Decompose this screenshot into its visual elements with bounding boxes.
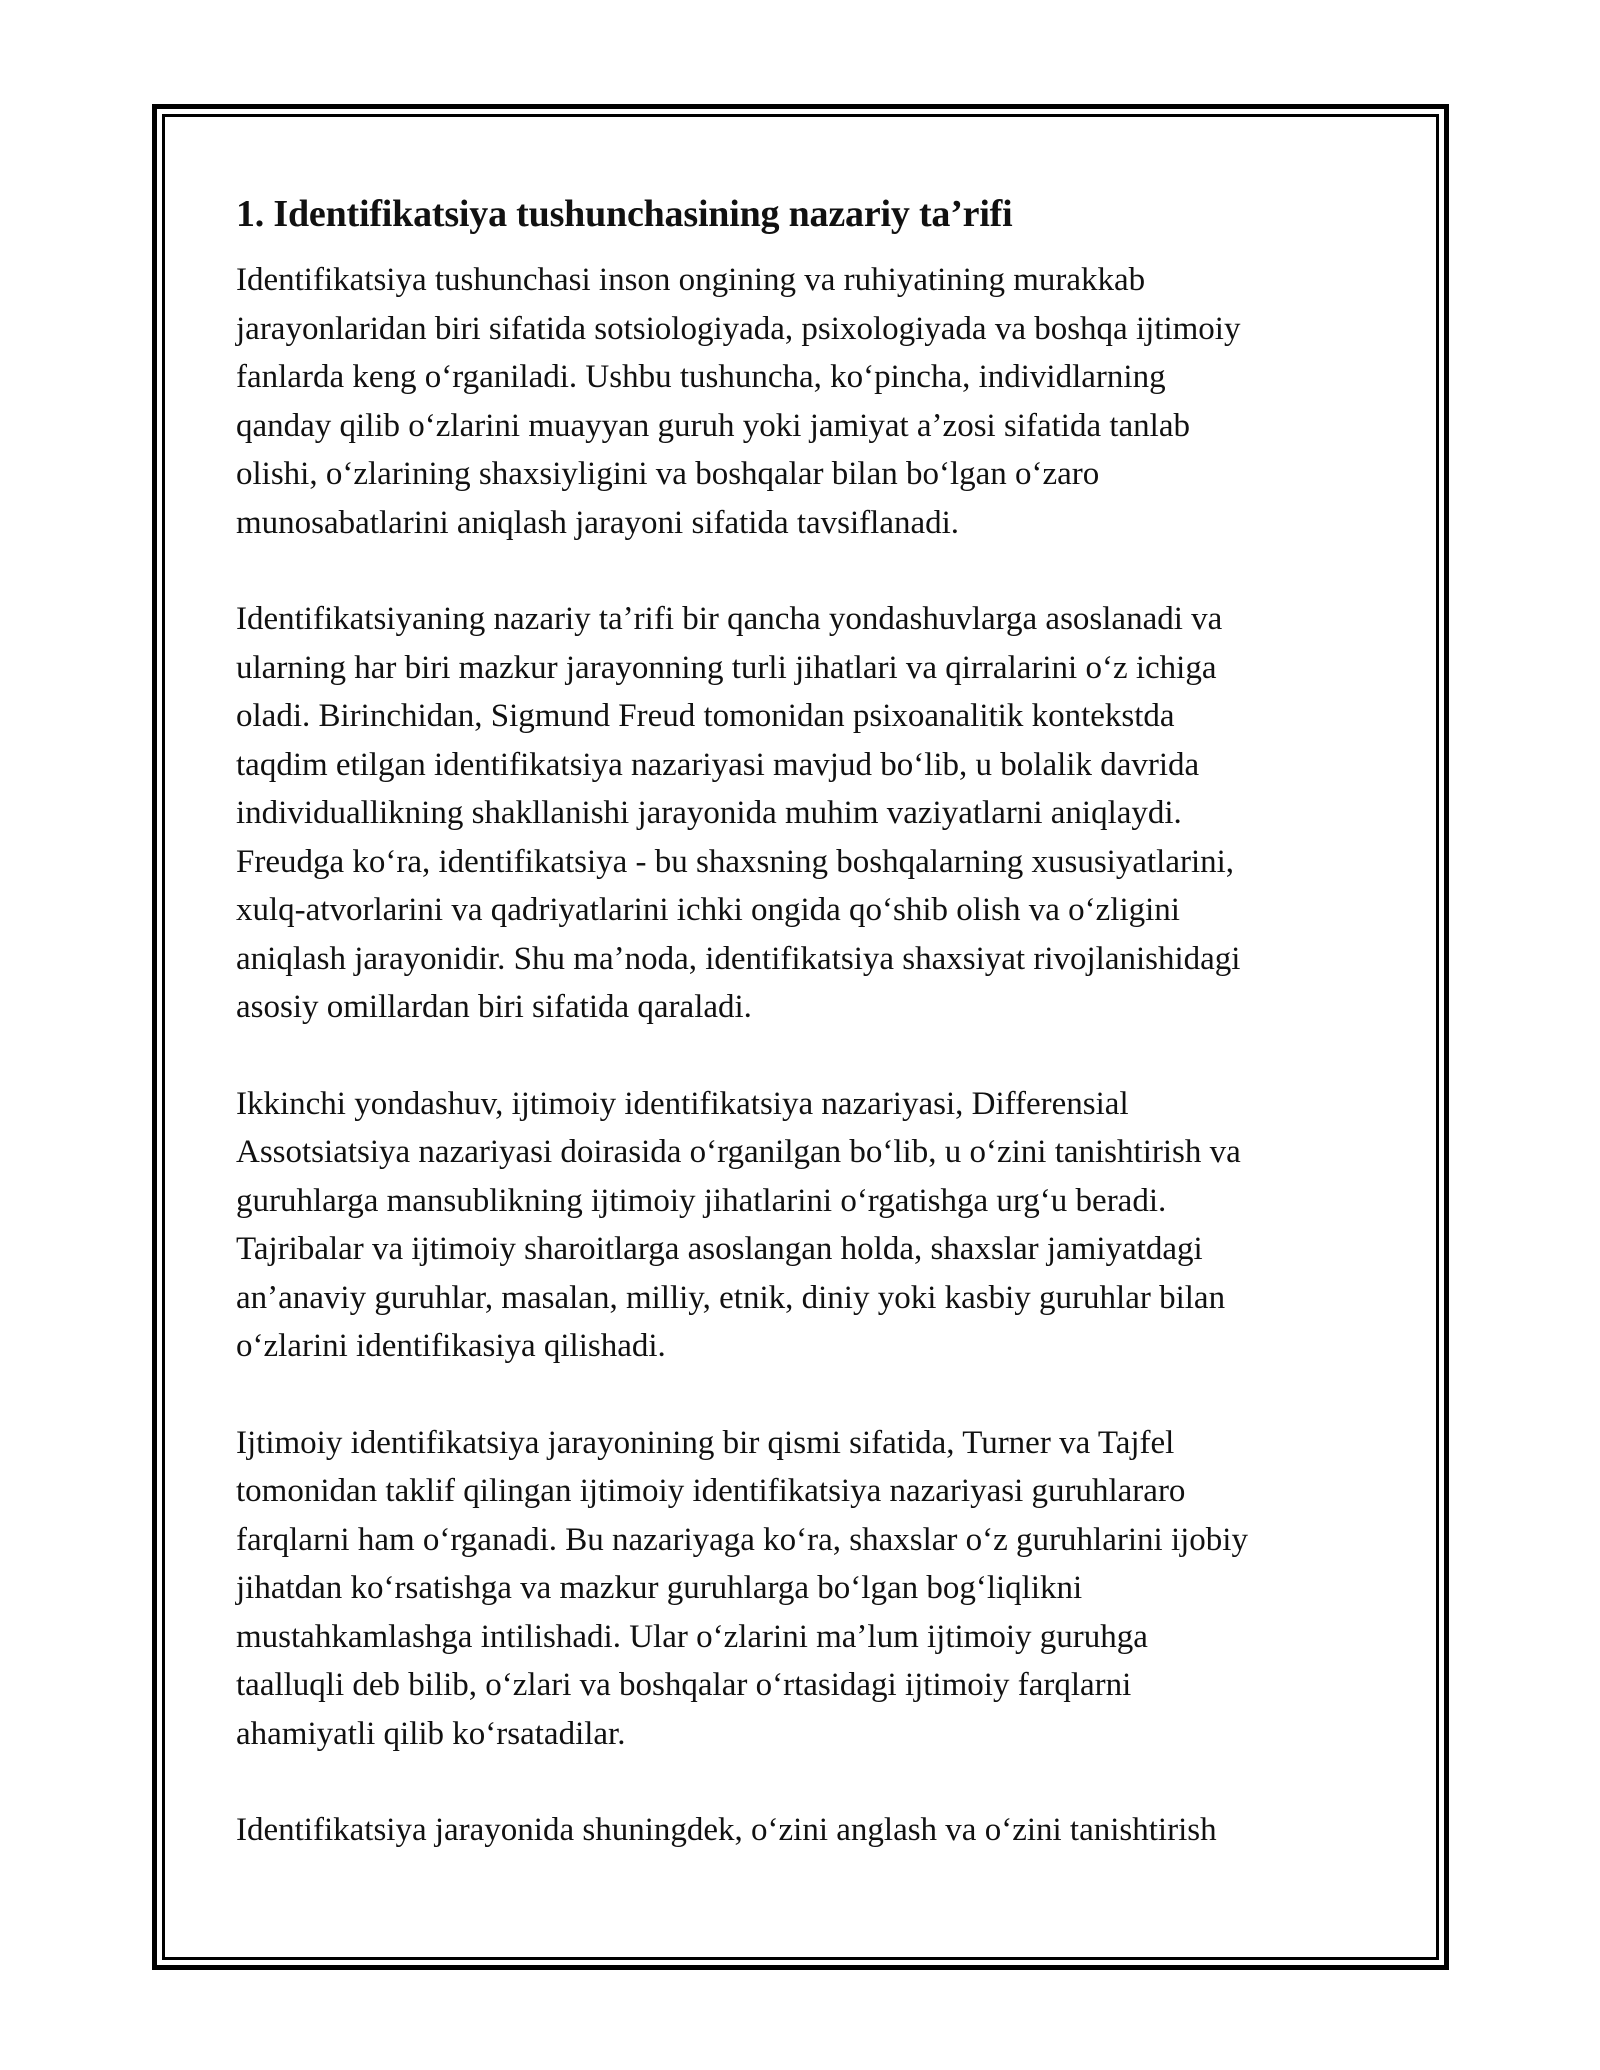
paragraph-3: Ikkinchi yondashuv, ijtimoiy identifikatsiya nazariyasi, Differensial Assotsiatsiya nazariyasi doirasida oʻrganilgan boʻlib, u oʻzini tanishtirish va guruhlarga mansublikning ijtimoiy jihatlarini oʻrgatishga urgʻu beradi. Tajribalar va ijtimoiy sharoitlarga asoslangan holda, shaxslar jamiyatdagi anʼanaviy guruhlar, masalan, milliy, etnik, diniy yoki kasbiy guruhlar bilan oʻzlarini identifikasiya qilishadi. xyxy=(236,1085,1241,1364)
paragraph-2: Identifikatsiyaning nazariy taʼrifi bir qancha yondashuvlarga asoslanadi va ularning har biri mazkur jarayonning turli jihatlari va qirralarini oʻz ichiga oladi. Birinchidan, Sigmund Freud tomonidan psixoanalitik kontekstda taqdim etilgan identifikatsiya nazariyasi mavjud boʻlib, u bolalik davrida individuallikning shakllanishi jarayonida muhim vaziyatlarni aniqlaydi. Freudga koʻra, identifikatsiya - bu shaxsning boshqalarning xususiyatlarini, xulq-atvorlarini va qadriyatlarini ichki ongida qoʻshib olish va oʻzligini aniqlash jarayonidir. Shu maʼnoda, identifikatsiya shaxsiyat rivojlanishidagi asosiy omillardan biri sifatida qaraladi. xyxy=(236,601,1241,1025)
section-heading: 1. Identifikatsiya tushunchasining nazariy ta’rifi xyxy=(236,193,1013,235)
paragraph-5: Identifikatsiya jarayonida shuningdek, oʻzini anglash va oʻzini tanishtirish xyxy=(236,1812,1217,1848)
paragraph-4: Ijtimoiy identifikatsiya jarayonining bir qismi sifatida, Turner va Tajfel tomonidan taklif qilingan ijtimoiy identifikatsiya nazariyasi guruhlararo farqlarni ham oʻrganadi. Bu nazariyaga koʻra, shaxslar oʻz guruhlarini ijobiy jihatdan koʻrsatishga va mazkur guruhlarga boʻlgan bogʻliqlikni mustahkamlashga intilishadi. Ular oʻzlarini maʼlum ijtimoiy guruhga taalluqli deb bilib, oʻzlari va boshqalar oʻrtasidagi ijtimoiy farqlarni ahamiyatli qilib koʻrsatadilar. xyxy=(236,1424,1248,1752)
paragraph-1: Identifikatsiya tushunchasi inson ongining va ruhiyatining murakkab jarayonlaridan biri sifatida sotsiologiyada, psixologiyada va boshqa ijtimoiy fanlarda keng oʻrganiladi. Ushbu tushuncha, koʻpincha, individlarning qanday qilib oʻzlarini muayyan guruh yoki jamiyat aʼzosi sifatida tanlab olishi, oʻzlarining shaxsiyligini va boshqalar bilan boʻlgan oʻzaro munosabatlarini aniqlash jarayoni sifatida tavsiflanadi. xyxy=(236,262,1241,541)
document-body xyxy=(236,186,1376,1855)
